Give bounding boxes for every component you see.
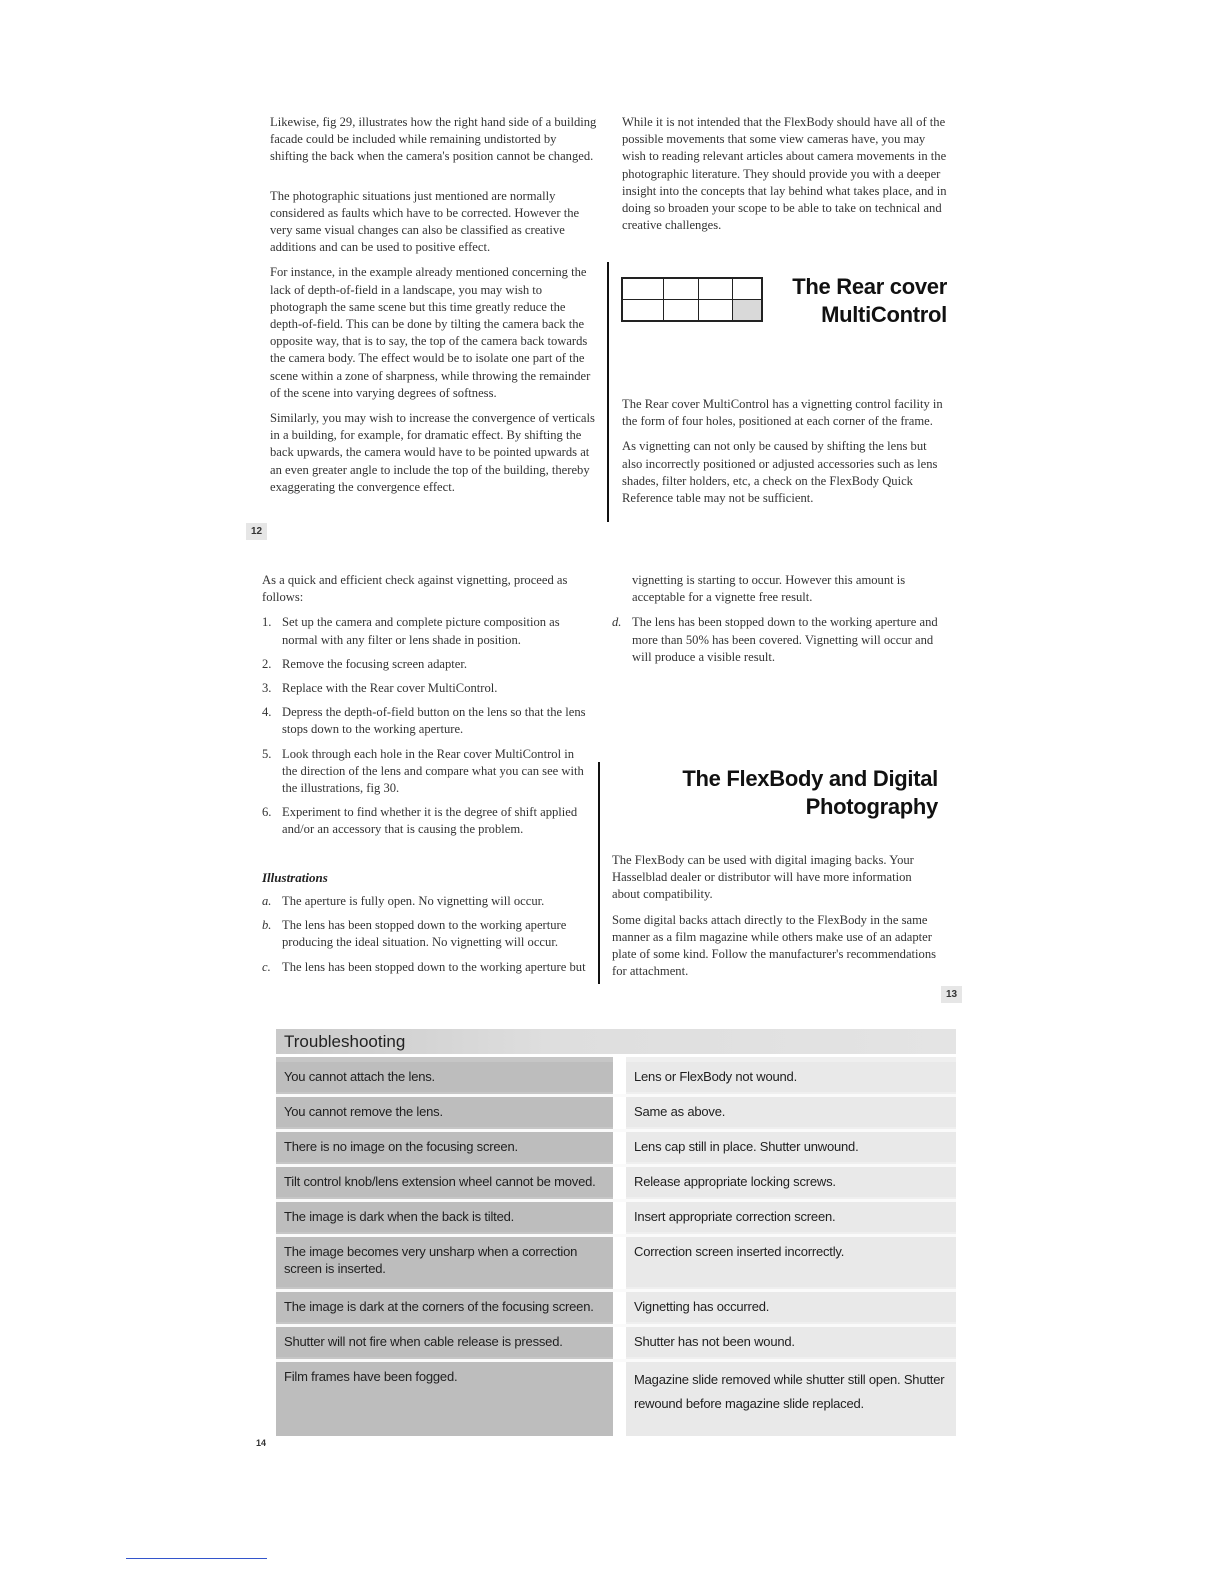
paragraph: Similarly, you may wish to increase the convergence of verticals in a building, for example, for dramatic effect. By shifting the back upwards, the camera would have to be pointed upwards at an even greater angle to include the top of the building, thereby exaggerating the convergence effect. (270, 411, 595, 494)
table-row (276, 1062, 956, 1092)
problem-cell: Tilt control knob/lens extension wheel cannot be moved. (276, 1167, 613, 1197)
column-divider (598, 762, 600, 984)
list-marker: 1. (262, 615, 272, 630)
list-text: Set up the camera and complete picture composition as normal with any filter or lens shade in position. (282, 615, 560, 647)
table-row (276, 1167, 956, 1197)
solution-cell: Release appropriate locking screws. (626, 1167, 956, 1197)
problem-cell: The image is dark when the back is tilted. (276, 1202, 613, 1232)
list-marker: 5. (262, 746, 272, 761)
page12-right-column-intro (622, 114, 948, 242)
table-row (276, 1362, 956, 1436)
paragraph: Likewise, fig 29, illustrates how the right hand side of a building facade could be included while remaining undistorted by shifting the back when the camera's position cannot be changed. (270, 115, 597, 164)
section-heading-rear-cover (770, 273, 947, 329)
section-heading-digital (660, 765, 938, 821)
table-row (276, 1202, 956, 1232)
list-marker: 3. (262, 681, 272, 696)
table-row (276, 1292, 956, 1322)
list-marker: b. (262, 918, 272, 933)
solution-cell: Magazine slide removed while shutter still open. Shutter rewound before magazine slide replaced. (626, 1362, 956, 1436)
problem-cell: You cannot remove the lens. (276, 1097, 613, 1127)
list-item (262, 893, 588, 910)
paragraph: While it is not intended that the FlexBody should have all of the possible movements that some view cameras have, you may wish to reading relevant articles about camera movements in the photographic literature. They should provide you with a deeper insight into the concepts that lay behind what takes place, and in doing so broaden your scope to be able to take on technical and creative challenges. (622, 115, 947, 233)
page13-left-column (262, 572, 588, 846)
illustrations-heading: Illustrations (262, 870, 328, 885)
list-text: Replace with the Rear cover MultiControl. (282, 681, 498, 696)
digital-body (612, 852, 940, 988)
list-text: The lens has been stopped down to the working aperture and more than 50% has been covered. Vignetting will occur and will produce a visible result. (632, 615, 938, 664)
table-row (276, 1132, 956, 1162)
list-marker: 4. (262, 705, 272, 720)
list-item (262, 804, 588, 838)
paragraph: The Rear cover MultiControl has a vignetting control facility in the form of four holes, positioned at each corner of the frame. (622, 397, 943, 429)
list-marker: d. (612, 615, 622, 630)
problem-cell: There is no image on the focusing screen. (276, 1132, 613, 1162)
list-item (262, 704, 588, 738)
paragraph: As a quick and efficient check against vignetting, proceed as follows: (262, 573, 568, 605)
problem-cell: The image is dark at the corners of the focusing screen. (276, 1292, 613, 1322)
illustrations-block (262, 870, 588, 983)
page-number: 13 (941, 986, 962, 1003)
list-item (262, 614, 588, 648)
list-text: Look through each hole in the Rear cover MultiControl in the direction of the lens and compare what you can see with the illustrations, fig 30. (282, 746, 584, 796)
heading-line: MultiControl (821, 302, 947, 327)
list-marker: c. (262, 959, 271, 974)
list-text: The lens has been stopped down to the working aperture producing the ideal situation. No vignetting will occur. (282, 918, 567, 950)
paragraph: The photographic situations just mentioned are normally considered as faults which have to be corrected. However the very same visual changes can also be classified as creative additions and can be used to positive effect. (270, 188, 580, 255)
solution-cell: Shutter has not been wound. (626, 1327, 956, 1357)
solution-cell: Correction screen inserted incorrectly. (626, 1237, 956, 1287)
list-item (262, 656, 588, 673)
paragraph: For instance, in the example already mentioned concerning the lack of depth-of-field in a landscape, you may wish to photograph the same scene but this time greatly reduce the depth-of-field. This can be done by tilting the camera back the opposite way, that is to say, the top of the camera back towards the camera body. The effect would be to isolate one part of the scene within a zone of sharpness, while throwing the remainder of the scene into varying degrees of softness. (270, 265, 591, 400)
multicontrol-hole-diagram (621, 277, 763, 322)
list-marker: 2. (262, 656, 272, 671)
heading-line: Photography (805, 794, 938, 819)
list-item (262, 917, 588, 951)
list-marker: a. (262, 894, 272, 908)
list-marker: 6. (262, 805, 272, 820)
heading-line: The FlexBody and Digital (682, 766, 938, 791)
paragraph: The FlexBody can be used with digital imaging backs. Your Hasselblad dealer or distributor will have more information about compatibility. (612, 853, 914, 902)
page12-left-column (270, 114, 598, 504)
illustrations-list (262, 893, 588, 976)
list-text: Depress the depth-of-field button on the lens so that the lens stops down to the working aperture. (282, 705, 586, 737)
page12-right-column-body (622, 396, 948, 515)
troubleshooting-title: Troubleshooting (284, 1032, 406, 1051)
list-text: The lens has been stopped down to the working aperture but (282, 959, 586, 974)
list-text: The aperture is fully open. No vignetting will occur. (282, 894, 545, 908)
solution-cell: Vignetting has occurred. (626, 1292, 956, 1322)
solution-cell: Insert appropriate correction screen. (626, 1202, 956, 1232)
list-text: Experiment to find whether it is the degree of shift applied and/or an accessory that is causing the problem. (282, 805, 578, 837)
problem-cell: You cannot attach the lens. (276, 1062, 613, 1092)
list-item (612, 614, 940, 666)
table-row (276, 1327, 956, 1357)
page-number: 14 (256, 1438, 267, 1446)
solution-cell: Same as above. (626, 1097, 956, 1127)
list-item (262, 959, 588, 976)
table-row (276, 1097, 956, 1127)
list-item (262, 746, 588, 798)
list-item (262, 680, 588, 697)
paragraph: As vignetting can not only be caused by shifting the lens but also incorrectly positioned or adjusted accessories such as lens shades, filter holders, etc, a check on the FlexBody Quick Reference table may not be sufficient. (622, 439, 938, 506)
problem-cell: Film frames have been fogged. (276, 1362, 613, 1436)
list-text: Remove the focusing screen adapter. (282, 656, 467, 671)
paragraph: Some digital backs attach directly to the FlexBody in the same manner as a film magazine while others make use of an adapter plate of some kind. Follow the manufacturer's recommendations for attachment. (612, 912, 937, 979)
solution-cell: Lens cap still in place. Shutter unwound. (626, 1132, 956, 1162)
page13-right-column-top (612, 572, 940, 673)
problem-cell: Shutter will not fire when cable release is pressed. (276, 1327, 613, 1357)
vignetting-check-steps (262, 614, 588, 838)
illustrations-list-cont (612, 614, 940, 666)
page-number: 12 (246, 523, 267, 540)
problem-cell: The image becomes very unsharp when a correction screen is inserted. (276, 1237, 613, 1287)
solution-cell: Lens or FlexBody not wound. (626, 1062, 956, 1092)
column-divider (607, 262, 609, 522)
paragraph: vignetting is starting to occur. However this amount is acceptable for a vignette free result. (632, 573, 906, 605)
footer-link-underline (126, 1558, 267, 1559)
heading-line: The Rear cover (792, 274, 947, 299)
table-row (276, 1237, 956, 1287)
